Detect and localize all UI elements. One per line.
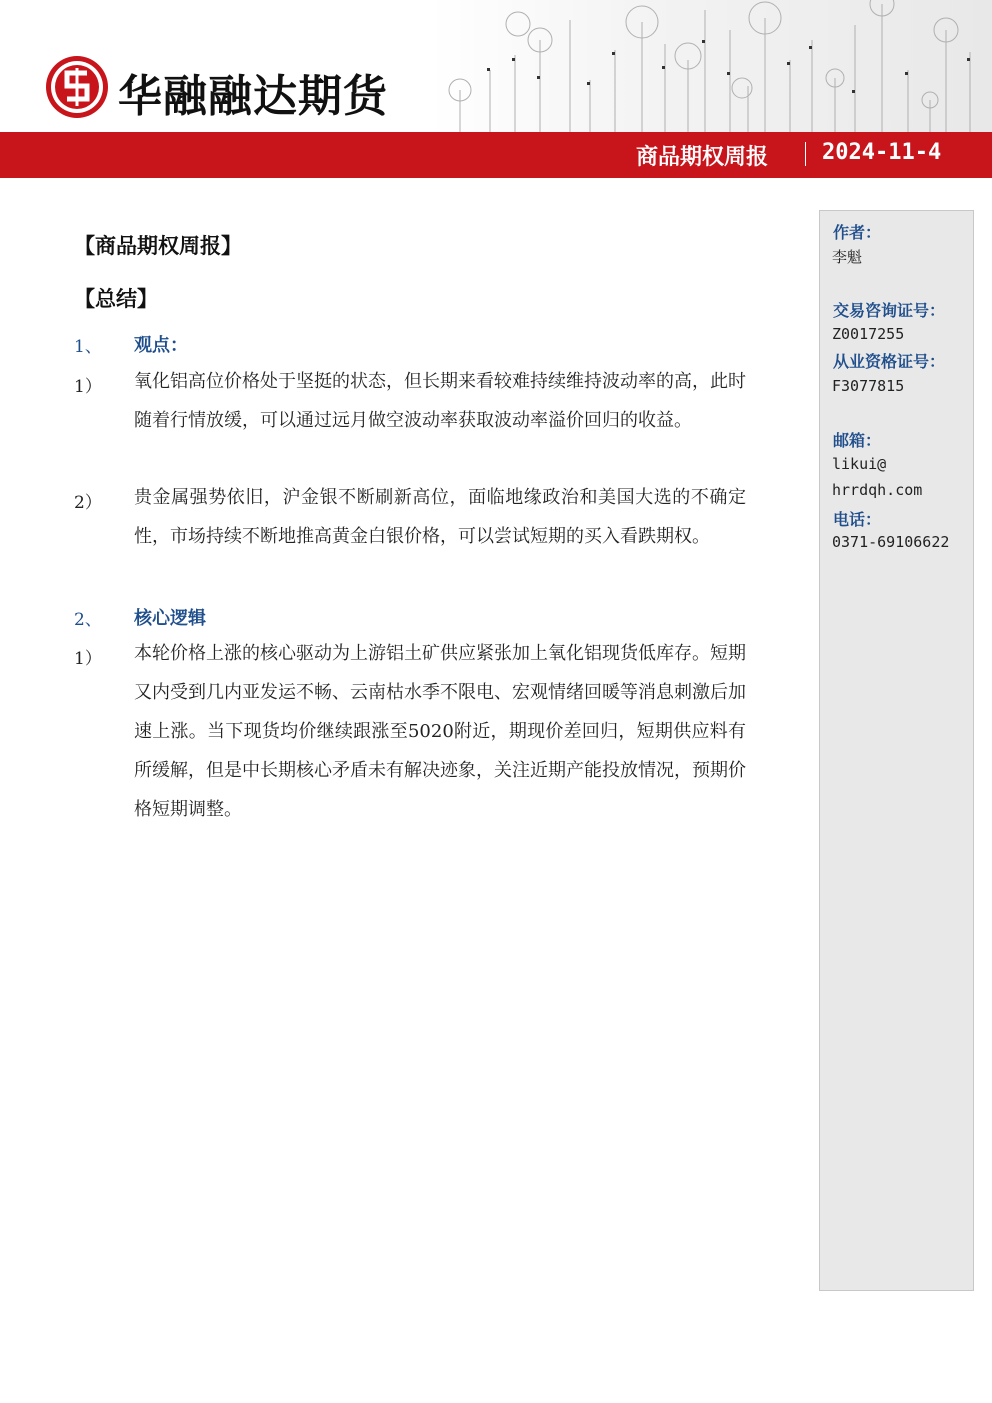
- phone-label: 电话：: [833, 510, 882, 529]
- item-text: 本轮价格上涨的核心驱动为上游铝土矿供应紧张加上氧化铝现货低库存。短期又内受到几内亚发运不畅、云南枯水季不限电、宏观情绪回暖等消息刺激后加速上涨。当下现货均价继续跟涨至5020附近，期现价差回归，短期供应料有所缓解，但是中长期核心矛盾未有解决迹象，关注近期产能投放情况，预期价格短期调整。: [134, 643, 746, 820]
- trade-cert-number: Z0017255: [832, 325, 905, 343]
- item-text: 氧化铝高位价格处于坚挺的状态，但长期来看较难持续维持波动率的高，此时随着行情放缓，可以通过远月做空波动率获取波动率溢价回归的收益。: [134, 371, 746, 431]
- brand-logo-icon: [44, 54, 110, 120]
- qual-cert-label: 从业资格证号：: [833, 352, 946, 371]
- phone-number: 0371-69106622: [832, 533, 950, 551]
- author-sidebar: [819, 210, 974, 1291]
- summary-heading: 【总结】: [74, 286, 158, 311]
- header-decoration: [430, 0, 992, 132]
- section-number: 1、: [74, 337, 102, 357]
- item-number: 1）: [74, 377, 102, 397]
- qual-cert-number: F3077815: [832, 377, 905, 395]
- email-label: 邮箱：: [833, 431, 882, 450]
- email-line-1[interactable]: likui@: [832, 455, 887, 473]
- report-heading: 【商品期权周报】: [74, 233, 242, 258]
- section-title-viewpoint: 观点：: [134, 335, 188, 356]
- section-number: 2、: [74, 610, 102, 630]
- section-title-core-logic: 核心逻辑: [134, 608, 206, 629]
- header-separator: [805, 142, 806, 166]
- report-type: 商品期权周报: [636, 145, 769, 170]
- author-label: 作者：: [833, 223, 882, 242]
- author-name: 李魁: [832, 248, 863, 266]
- trade-cert-label: 交易咨询证号：: [833, 301, 946, 320]
- brand-name: 华融融达期货: [118, 71, 388, 122]
- email-line-2[interactable]: hrrdqh.com: [832, 481, 923, 499]
- report-date: 2024-11-4: [822, 140, 942, 165]
- item-number: 2）: [74, 493, 102, 513]
- item-text: 贵金属强势依旧，沪金银不断刷新高位，面临地缘政治和美国大选的不确定性，市场持续不断地推高黄金白银价格，可以尝试短期的买入看跌期权。: [134, 487, 746, 547]
- item-number: 1）: [74, 649, 102, 669]
- decorative-lines-graphic: [430, 0, 992, 132]
